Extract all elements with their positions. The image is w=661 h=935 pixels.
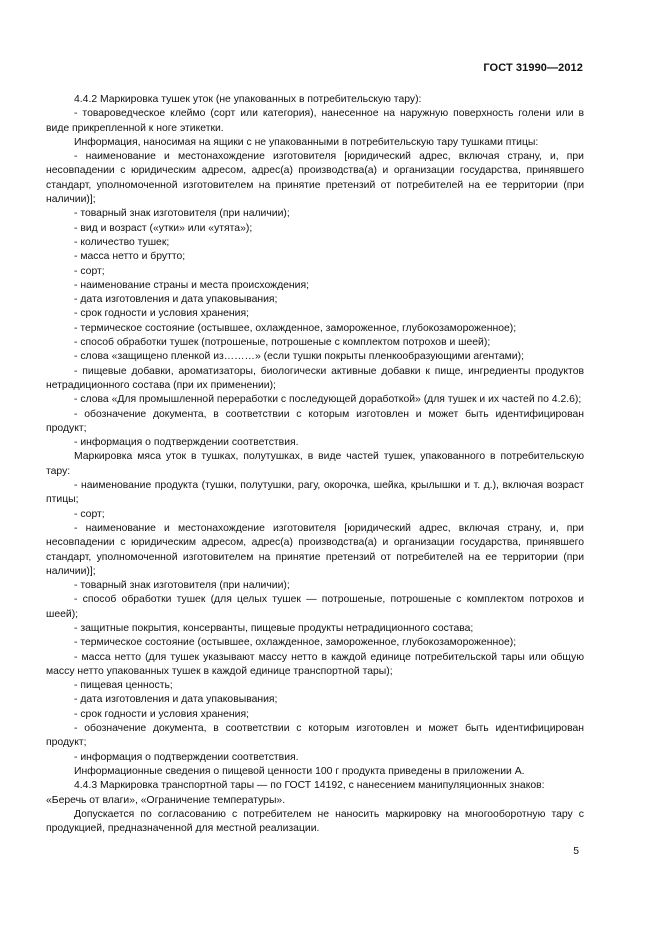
section-heading-4-4-3: 4.4.3 Маркировка транспортной тары — по ГОСТ 14192, с нанесением манипуляционных знаков:: [74, 780, 545, 792]
paragraph: Информация, наносимая на ящики с не упакованными в потребительскую тару тушками птицы:: [74, 136, 539, 148]
list-item: - обозначение документа, в соответствии с которым изготовлен и может быть идентифицирован продукт;: [46, 723, 584, 749]
list-item: - слова «Для промышленной переработки с последующей доработкой» (для тушек и их частей по 4.2.6);: [74, 394, 582, 406]
list-item: - способ обработки тушек (потрошеные, потрошеные с комплектом потрохов и шеей);: [74, 337, 491, 349]
list-item: - товарный знак изготовителя (при наличии);: [74, 208, 290, 220]
paragraph: Информационные сведения о пищевой ценности 100 г продукта приведены в приложении А.: [74, 765, 525, 777]
list-item: - срок годности и условия хранения;: [74, 708, 249, 720]
list-item: - сорт;: [74, 265, 105, 277]
list-item: - термическое состояние (остывшее, охлажденное, замороженное, глубокозамороженное);: [74, 637, 517, 649]
list-item: - товарный знак изготовителя (при наличии);: [74, 580, 290, 592]
list-item: - масса нетто (для тушек указывают массу нетто в каждой единице потребительской тары или общую массу нетто упакованных тушек в каждой единице транспортной тары);: [46, 651, 584, 677]
list-item: - дата изготовления и дата упаковывания;: [74, 294, 278, 306]
list-item: - наименование продукта (тушки, полутушки, рагу, окорочка, шейка, крылышки и т. д.), включая возраст птицы;: [46, 480, 584, 506]
list-item: - пищевые добавки, ароматизаторы, биологически активные добавки к пище, ингредиенты продуктов нетрадиционного состава (при их применении);: [46, 365, 584, 391]
list-item: - наименование и местонахождение изготовителя [юридический адрес, включая страну, и, при несовпадении с юридическим адресом, адрес(а) производства(а) и организации государства, принявшего стандарт, уполномоченной изготовителем на принятие претензий от потребителей на ее территории (при наличии)];: [46, 151, 584, 206]
list-item: - вид и возраст («утки» или «утята»);: [74, 222, 253, 234]
paragraph: Допускается по согласованию с потребителем не наносить маркировку на многооборотную тару с продукцией, предназначенной для местной реализации.: [46, 808, 584, 835]
paragraph: Маркировка мяса уток в тушках, полутушках, в виде частей тушек, упакованного в потребительскую тару:: [46, 451, 584, 477]
list-item: - наименование и местонахождение изготовителя [юридический адрес, включая страну, и, при несовпадении с юридическим адресом, адрес(а) производства(а) и организации государства, принявшего стандарт, уполномоченной изготовителем на принятие претензий от потребителей на ее территории (при наличии)];: [46, 522, 584, 577]
standard-designation: ГОСТ 31990—2012: [483, 62, 583, 74]
list-item: - защитные покрытия, консерванты, пищевые продукты нетрадиционного состава;: [74, 622, 474, 634]
list-item: - масса нетто и брутто;: [74, 251, 186, 263]
section-heading-4-4-2: 4.4.2 Маркировка тушек уток (не упакованных в потребительскую тару):: [74, 94, 422, 105]
list-item: - пищевая ценность;: [74, 680, 173, 692]
paragraph-continuation: «Беречь от влаги», «Ограничение температуры».: [46, 794, 286, 806]
list-item: - информация о подтверждении соответствия.: [74, 437, 299, 449]
list-item: - информация о подтверждении соответствия.: [74, 751, 299, 763]
list-item: - дата изготовления и дата упаковывания;: [74, 694, 278, 706]
list-item: - наименование страны и места происхождения;: [74, 279, 309, 291]
page-number: 5: [573, 846, 579, 857]
list-item: - обозначение документа, в соответствии с которым изготовлен и может быть идентифицирован продукт;: [46, 408, 584, 434]
list-item: - количество тушек;: [74, 236, 170, 248]
list-item: - термическое состояние (остывшее, охлажденное, замороженное, глубокозамороженное);: [74, 322, 517, 334]
list-item: - способ обработки тушек (для целых тушек — потрошеные, потрошеные с комплектом потрохов и шеей);: [46, 594, 584, 620]
list-item: - срок годности и условия хранения;: [74, 308, 249, 320]
document-body: [46, 93, 584, 836]
list-item: - товароведческое клеймо (сорт или категория), нанесенное на наружную поверхность голени или в виде прикрепленной к ноге этикетки.: [46, 108, 584, 134]
list-item: - слова «защищено пленкой из………» (если тушки покрыты пленкообразующими агентами);: [74, 351, 524, 363]
list-item: - сорт;: [74, 508, 105, 520]
